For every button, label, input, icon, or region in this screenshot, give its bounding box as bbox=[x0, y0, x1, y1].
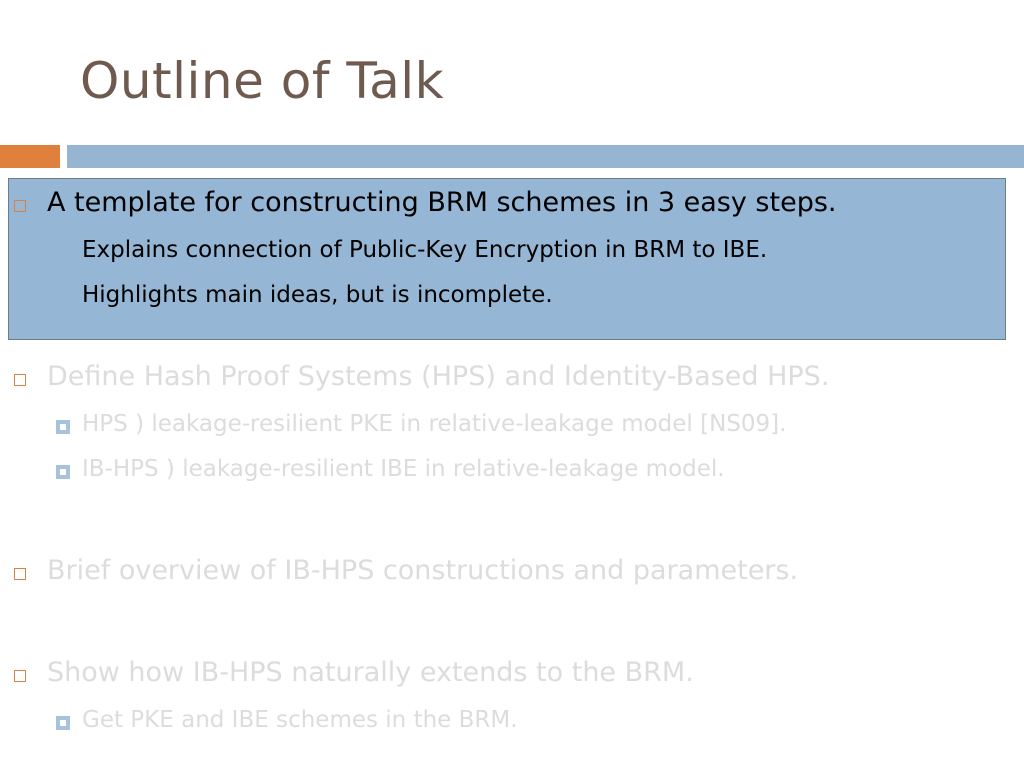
accent-bar-blue bbox=[67, 145, 1024, 168]
outline-item-2-sub-1: HPS ) leakage-resilient PKE in relative-leakage model [NS09]. bbox=[82, 411, 787, 437]
outline-item-1-sub-1: Explains connection of Public-Key Encryption in BRM to IBE. bbox=[82, 237, 768, 263]
slide-title: Outline of Talk bbox=[80, 52, 445, 110]
filled-square-bullet-icon bbox=[56, 716, 70, 730]
accent-bar-orange bbox=[0, 145, 60, 168]
hollow-square-bullet-icon bbox=[14, 568, 26, 580]
outline-item-1-sub-2: Highlights main ideas, but is incomplete. bbox=[82, 282, 553, 308]
outline-item-4-sub-1: Get PKE and IBE schemes in the BRM. bbox=[82, 707, 518, 733]
filled-square-bullet-icon bbox=[56, 465, 70, 479]
outline-item-3: Brief overview of IB-HPS constructions and parameters. bbox=[47, 555, 799, 586]
outline-item-4: Show how IB-HPS naturally extends to the BRM. bbox=[47, 657, 694, 688]
hollow-square-bullet-icon bbox=[14, 670, 26, 682]
outline-item-1: A template for constructing BRM schemes in 3 easy steps. bbox=[47, 187, 837, 218]
hollow-square-bullet-icon bbox=[14, 200, 26, 212]
hollow-square-bullet-icon bbox=[14, 374, 26, 386]
filled-square-bullet-icon bbox=[56, 420, 70, 434]
outline-item-2: Define Hash Proof Systems (HPS) and Identity-Based HPS. bbox=[47, 361, 830, 392]
outline-item-2-sub-2: IB-HPS ) leakage-resilient IBE in relative-leakage model. bbox=[82, 456, 725, 482]
